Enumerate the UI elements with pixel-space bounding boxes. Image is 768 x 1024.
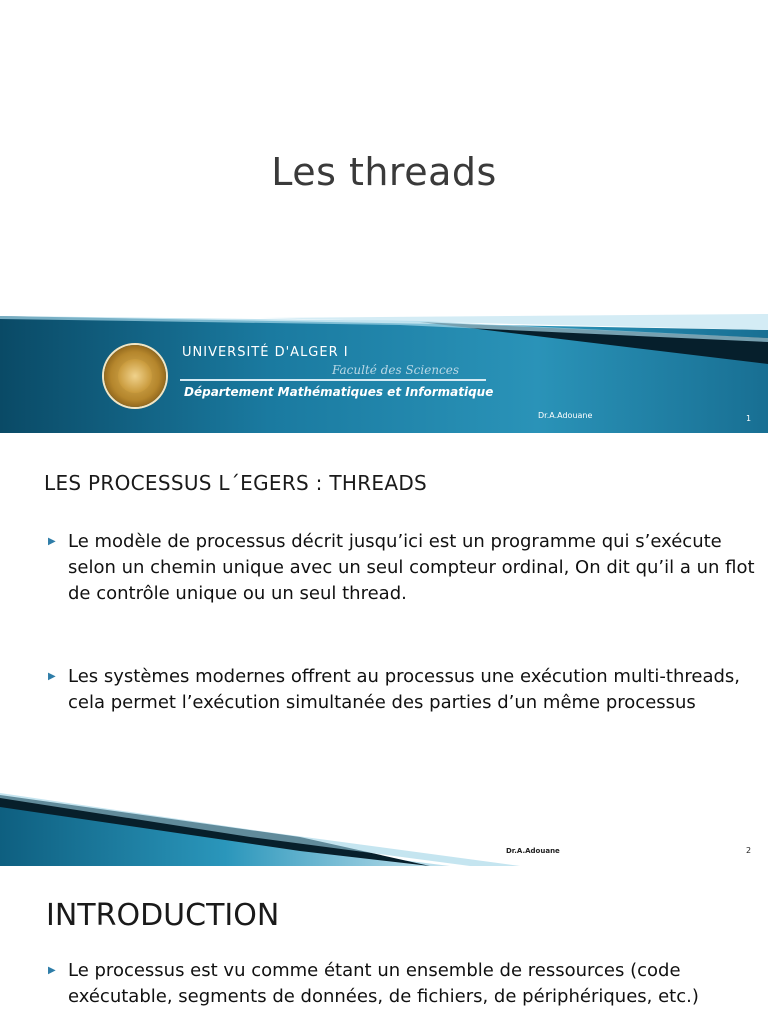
- university-name: UNIVERSITÉ D'ALGER I: [182, 345, 349, 360]
- bullet-arrow-icon: ▶: [48, 671, 56, 682]
- slide-heading: LES PROCESSUS L´EGERS : THREADS: [44, 471, 428, 495]
- banner-divider: [180, 379, 486, 381]
- bullet-item: [48, 529, 758, 607]
- bullet-text: Le processus est vu comme étant un ensemble de ressources (code exécutable, segments de données, de fichiers, de périphériques, etc.): [68, 960, 699, 1007]
- slide-heading: INTRODUCTION: [46, 898, 280, 933]
- bullet-item: [48, 958, 758, 1010]
- faculty-name: Faculté des Sciences: [332, 363, 460, 377]
- university-logo: [104, 345, 166, 407]
- slide-author: Dr.A.Adouane: [538, 411, 593, 420]
- slide-2: [0, 433, 768, 866]
- slide-3: [0, 866, 768, 1024]
- bullet-text: Les systèmes modernes offrent au processus une exécution multi-threads, cela permet l’exécution simultanée des parties d’un même processus: [68, 666, 741, 713]
- slide-1: [0, 0, 768, 433]
- bullet-text: Le modèle de processus décrit jusqu’ici est un programme qui s’exécute selon un chemin unique avec un seul compteur ordinal, On dit qu’il a un flot de contrôle unique ou un seul: [68, 531, 755, 604]
- bullet-item: [48, 664, 758, 716]
- slide-author: Dr.A.Adouane: [506, 847, 560, 855]
- department-name: Département Mathématiques et Informatique: [184, 385, 494, 399]
- bullet-arrow-icon: ▶: [48, 965, 56, 976]
- bullet-emphasis: thread.: [342, 583, 407, 604]
- bullet-arrow-icon: ▶: [48, 536, 56, 547]
- slide-number: 1: [746, 414, 752, 423]
- slide-title: Les threads: [271, 150, 497, 194]
- logo-emblem: [118, 359, 152, 393]
- slide-number: 2: [746, 846, 752, 855]
- footer-swoosh: [0, 793, 768, 866]
